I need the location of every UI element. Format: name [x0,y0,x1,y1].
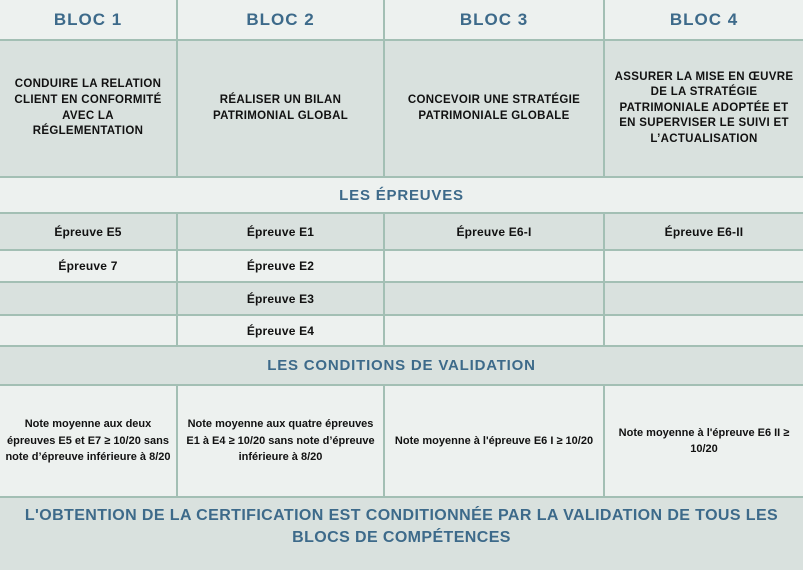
epreuve-cell-empty [385,316,603,345]
bloc-1-description: CONDUIRE LA RELATION CLIENT EN CONFORMITÉ AVEC LA RÉGLEMENTATION [0,41,176,176]
epreuve-cell-empty [385,251,603,281]
epreuve-cell-empty [605,283,803,314]
epreuve-cell-empty [605,316,803,345]
condition-bloc-2: Note moyenne aux quatre épreuves E1 à E4 ≥ 10/20 sans note d’épreuve inférieure à 8/20 [178,386,383,496]
condition-bloc-3: Note moyenne à l'épreuve E6 I ≥ 10/20 [385,386,603,496]
section-title-conditions: LES CONDITIONS DE VALIDATION [0,347,803,384]
section-title-epreuves: LES ÉPREUVES [0,178,803,212]
bloc-2-header: BLOC 2 [178,0,383,39]
epreuve-cell-empty [0,316,176,345]
epreuve-cell-e6-ii: Épreuve E6-II [605,214,803,249]
bloc-4-header: BLOC 4 [605,0,803,39]
epreuve-cell-7: Épreuve 7 [0,251,176,281]
bloc-3-description: CONCEVOIR UNE STRATÉGIE PATRIMONIALE GLOBALE [385,41,603,176]
condition-bloc-1: Note moyenne aux deux épreuves E5 et E7 ≥ 10/20 sans note d’épreuve inférieure à 8/20 [0,386,176,496]
footer-banner: L'OBTENTION DE LA CERTIFICATION EST CONDITIONNÉE PAR LA VALIDATION DE TOUS LES BLOCS DE COMPÉTENCES [0,498,803,570]
epreuve-cell-e6-i: Épreuve E6-I [385,214,603,249]
bloc-3-header: BLOC 3 [385,0,603,39]
bloc-1-header: BLOC 1 [0,0,176,39]
epreuve-cell-empty [385,283,603,314]
epreuve-cell-e4: Épreuve E4 [178,316,383,345]
epreuve-cell-e3: Épreuve E3 [178,283,383,314]
epreuve-cell-empty [605,251,803,281]
bloc-4-description: ASSURER LA MISE EN ŒUVRE DE LA STRATÉGIE PATRIMONIALE ADOPTÉE ET EN SUPERVISER LE SUIVI ET L’ACTUALISATION [605,41,803,176]
epreuve-cell-e1: Épreuve E1 [178,214,383,249]
condition-bloc-4: Note moyenne à l'épreuve E6 II ≥ 10/20 [605,386,803,496]
epreuve-cell-e5: Épreuve E5 [0,214,176,249]
epreuve-cell-empty [0,283,176,314]
epreuve-cell-e2: Épreuve E2 [178,251,383,281]
bloc-2-description: RÉALISER UN BILAN PATRIMONIAL GLOBAL [178,41,383,176]
